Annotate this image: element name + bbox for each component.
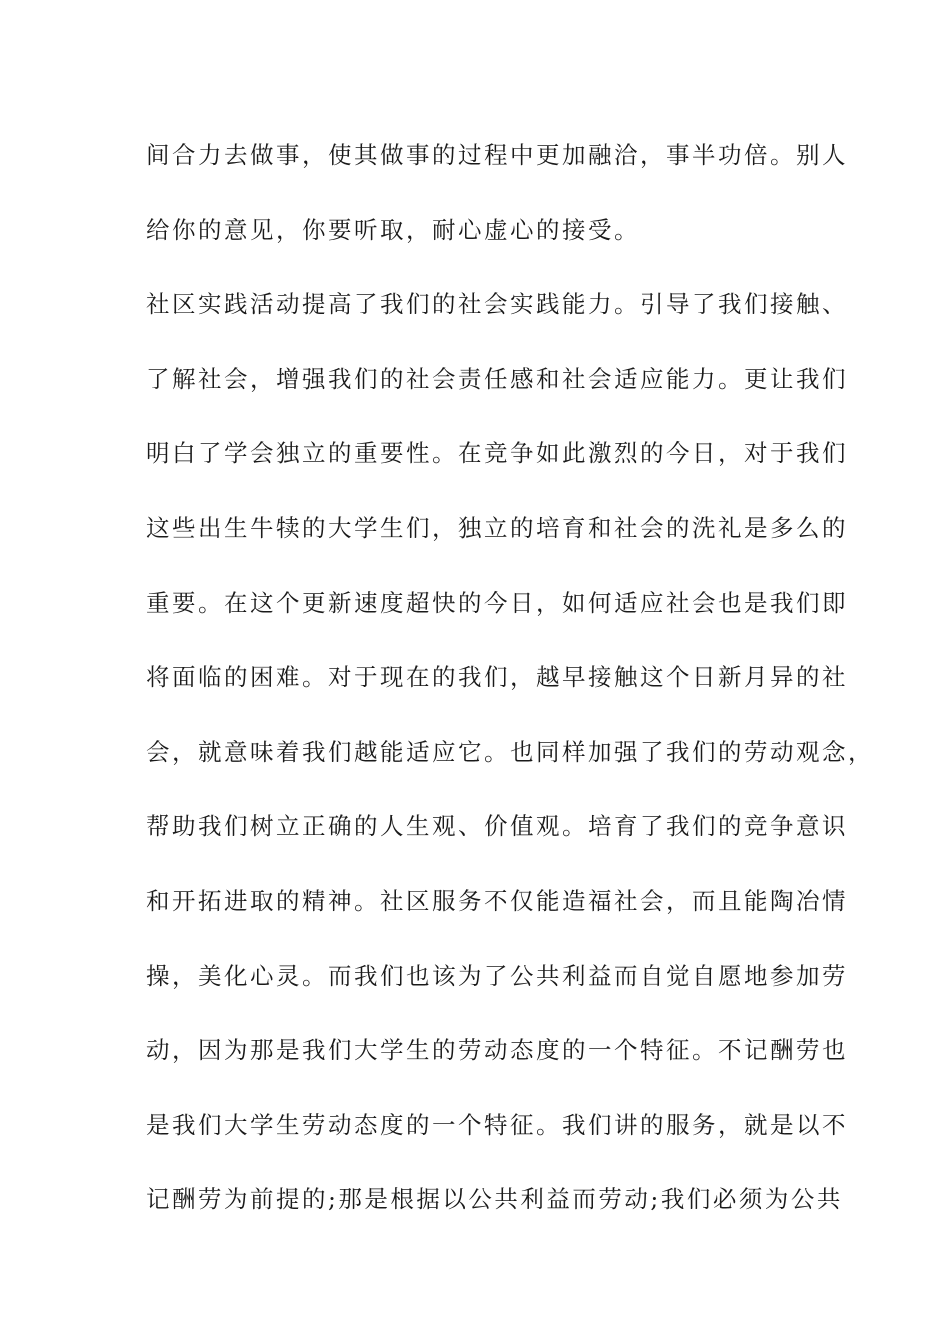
text-line-10: 帮助我们树立正确的人生观、价值观。培育了我们的竞争意识 <box>146 812 848 841</box>
text-line-12: 操，美化心灵。而我们也该为了公共利益而自觉自愿地参加劳 <box>146 961 848 990</box>
text-line-15: 记酬劳为前提的;那是根据以公共利益而劳动;我们必须为公共 <box>146 1185 843 1214</box>
text-line-3: 社区实践活动提高了我们的社会实践能力。引导了我们接触、 <box>146 290 848 319</box>
text-line-8: 将面临的困难。对于现在的我们，越早接触这个日新月异的社 <box>146 663 848 692</box>
text-line-2: 给你的意见，你要听取，耐心虚心的接受。 <box>146 215 640 244</box>
text-line-14: 是我们大学生劳动态度的一个特征。我们讲的服务，就是以不 <box>146 1110 848 1139</box>
text-line-1: 间合力去做事，使其做事的过程中更加融洽，事半功倍。别人 <box>146 141 848 169</box>
body-text <box>146 127 874 1246</box>
text-line-5: 明白了学会独立的重要性。在竞争如此激烈的今日，对于我们 <box>146 439 848 468</box>
text-line-4: 了解社会，增强我们的社会责任感和社会适应能力。更让我们 <box>146 364 848 393</box>
text-line-7: 重要。在这个更新速度超快的今日，如何适应社会也是我们即 <box>146 588 848 617</box>
text-line-13: 动，因为那是我们大学生的劳动态度的一个特征。不记酬劳也 <box>146 1036 848 1065</box>
text-line-9: 会，就意味着我们越能适应它。也同样加强了我们的劳动观念， <box>146 737 874 766</box>
text-line-11: 和开拓进取的精神。社区服务不仅能造福社会，而且能陶冶情 <box>146 886 848 915</box>
text-line-6: 这些出生牛犊的大学生们，独立的培育和社会的洗礼是多么的 <box>146 513 848 542</box>
